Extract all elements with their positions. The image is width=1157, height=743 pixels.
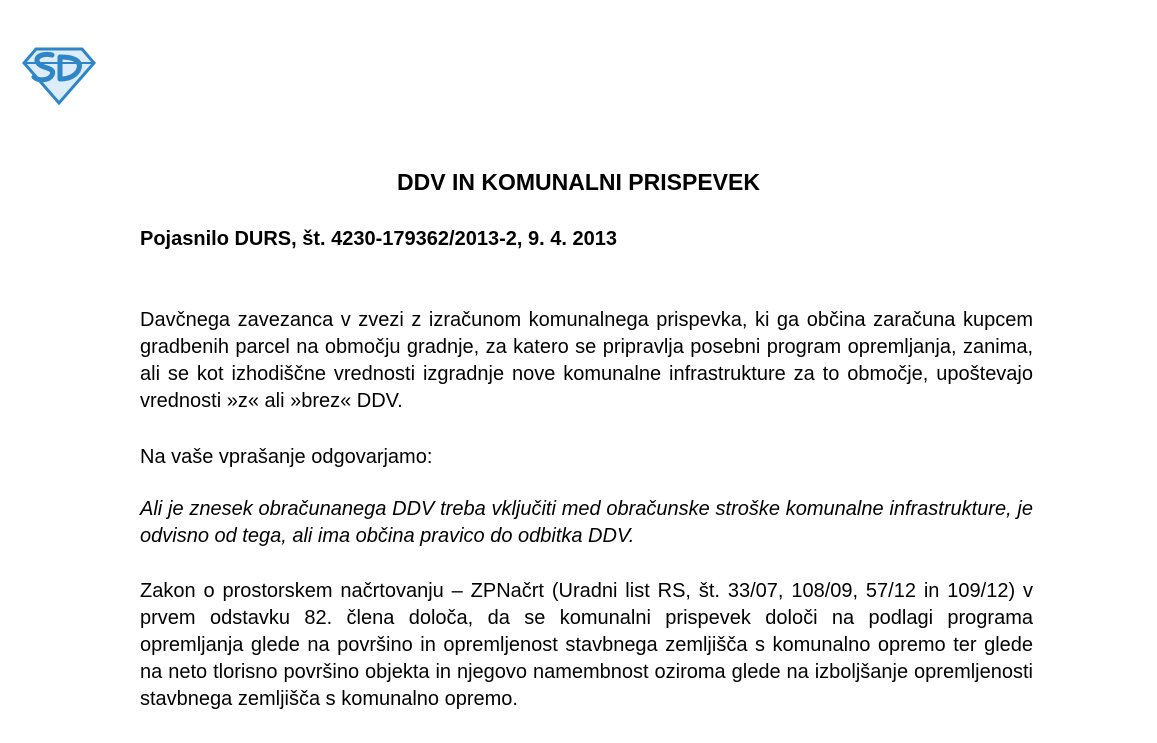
document-subtitle: Pojasnilo DURS, št. 4230-179362/2013-2, 9. 4. 2013	[140, 228, 617, 250]
document-title: DDV IN KOMUNALNI PRISPEVEK	[397, 169, 760, 195]
diamond-logo-icon	[22, 47, 96, 105]
paragraph-question: Davčnega zavezanca v zvezi z izračunom komunalnega prispevka, ki ga občina zaračuna kupcem gradbenih parcel na območju gradnje, za katero se pripravlja posebni program opremljanja, zanima, ali se kot izhodiščne vrednosti izgradnje nove komunalne infrastrukture za to območje, upoštevajo vrednosti »z« ali »brez« DDV.	[140, 309, 1033, 412]
paragraph-law-reference: Zakon o prostorskem načrtovanju – ZPNačrt (Uradni list RS, št. 33/07, 108/09, 57/12 in 109/12) v prvem odstavku 82. člena določa, da se komunalni prispevek določi na podlagi programa opremljanja glede na površino in opremljenost stavbnega zemljišča s komunalno opremo ter glede na neto tlorisno površino objekta in njegovo namembnost oziroma glede na izboljšanje opremljenosti stavbnega zemljišča s komunalno opremo.	[140, 580, 1033, 710]
paragraph-answer-summary: Ali je znesek obračunanega DDV treba vključiti med obračunske stroške komunalne infrastrukture, je odvisno od tega, ali ima občina pravico do odbitka DDV.	[140, 498, 1033, 547]
paragraph-answer-intro: Na vaše vprašanje odgovarjamo:	[140, 446, 433, 468]
